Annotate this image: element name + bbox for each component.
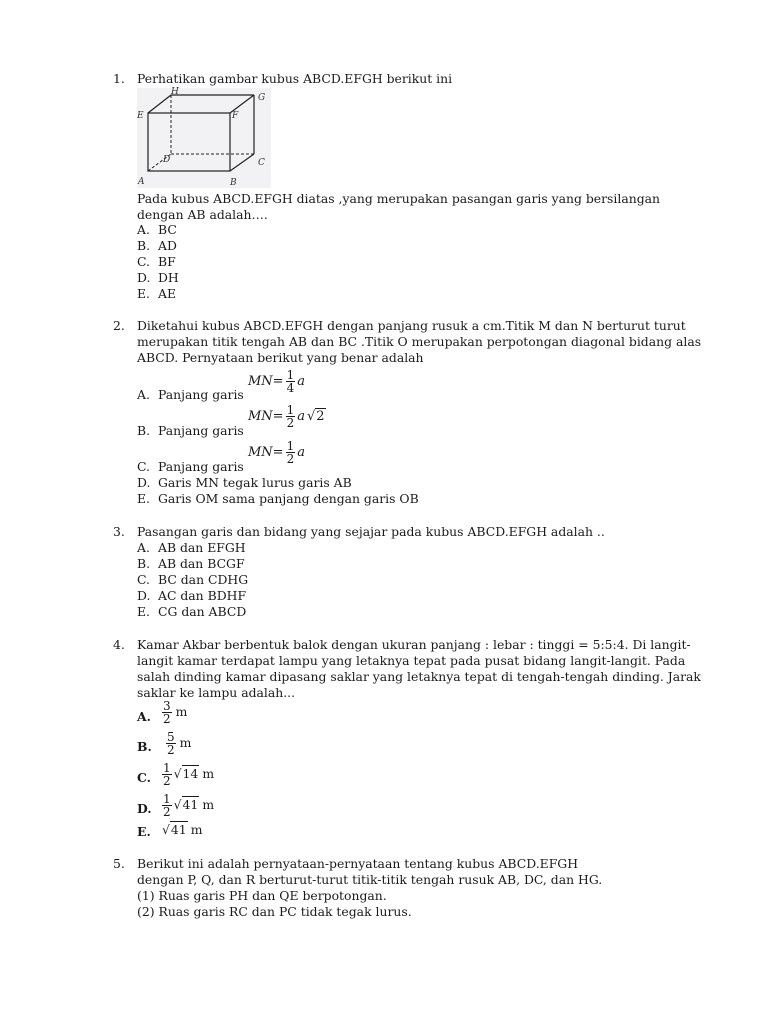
q3-option-d-text: AC dan BDHF	[158, 588, 247, 603]
fraction-numerator: 1	[163, 761, 171, 775]
radicand: 41	[170, 822, 187, 837]
formula-lhs: MN=	[248, 445, 284, 460]
label-A: A	[138, 177, 145, 187]
q2-option-e-text: Garis OM sama panjang dengan garis OB	[158, 491, 419, 506]
q4-option-b-value	[164, 731, 191, 756]
radicand: 41	[182, 797, 199, 813]
fraction-denominator: 2	[286, 416, 295, 430]
q3-option-e-text: CG dan ABCD	[158, 604, 247, 619]
q3-option-c-text: BC dan CDHG	[158, 572, 249, 587]
q4-option-c-letter: C.	[137, 770, 151, 785]
q1-option-b-letter: B.	[137, 238, 151, 253]
fraction	[286, 369, 296, 394]
fraction-denominator: 2	[163, 805, 171, 819]
fraction-denominator: 2	[286, 452, 295, 466]
q3-number: 3.	[113, 524, 125, 539]
cube-figure	[133, 86, 275, 190]
q4-option-e-letter: E.	[137, 824, 151, 839]
square-root: √14	[173, 766, 199, 782]
q5-number: 5.	[113, 856, 125, 871]
label-H: H	[171, 87, 179, 97]
fraction	[166, 731, 176, 756]
q3-option-a-letter: A.	[137, 540, 150, 555]
q1-body-line2: dengan AB adalah….	[137, 207, 268, 222]
q4-line1: Kamar Akbar berbentuk balok dengan ukuran panjang : lebar : tinggi = 5:5:4. Di langit-	[137, 637, 691, 652]
unit: m	[179, 735, 192, 751]
fraction-denominator: 2	[167, 743, 175, 757]
q4-option-a-value	[160, 700, 187, 725]
square-root: √2	[307, 409, 325, 424]
q2-line3: ABCD. Pernyataan berikut yang benar adalah	[137, 350, 424, 365]
q2-option-d-text: Garis MN tegak lurus garis AB	[158, 475, 352, 490]
q1-option-c-text: BF	[158, 254, 176, 269]
formula-variable: a	[297, 374, 305, 389]
q2-number: 2.	[113, 318, 125, 333]
fraction-numerator: 1	[286, 403, 295, 417]
label-B: B	[230, 178, 237, 188]
fraction-denominator: 2	[163, 774, 171, 788]
fraction-numerator: 1	[163, 792, 171, 806]
unit: m	[175, 704, 188, 720]
q1-number: 1.	[113, 71, 125, 86]
q1-option-b-text: AD	[158, 238, 177, 253]
fraction-numerator: 5	[167, 730, 175, 744]
q1-option-a-letter: A.	[137, 222, 150, 237]
q2-line1: Diketahui kubus ABCD.EFGH dengan panjang rusuk a cm.Titik M dan N berturut turut	[137, 318, 686, 333]
formula-variable: a	[297, 445, 305, 460]
q1-option-a-text: BC	[158, 222, 177, 237]
fraction-denominator: 4	[286, 381, 295, 395]
fraction-denominator: 2	[163, 712, 171, 726]
q3-option-d-letter: D.	[137, 588, 151, 603]
q2-option-d-letter: D.	[137, 475, 151, 490]
q2-option-c-formula	[248, 440, 305, 465]
q4-option-d-letter: D.	[137, 801, 152, 816]
q4-line2: langit kamar terdapat lampu yang letaknya tepat pada pusat bidang langit-langit. Pada	[137, 653, 686, 668]
unit: m	[202, 797, 215, 813]
q3-option-c-letter: C.	[137, 572, 150, 587]
fraction-numerator: 1	[286, 368, 295, 382]
q3-prompt: Pasangan garis dan bidang yang sejajar pada kubus ABCD.EFGH adalah ..	[137, 524, 605, 539]
formula-lhs: MN=	[248, 374, 284, 389]
q1-option-c-letter: C.	[137, 254, 150, 269]
fraction	[286, 404, 296, 429]
q1-prompt: Perhatikan gambar kubus ABCD.EFGH berikut ini	[137, 71, 453, 86]
q2-option-b-formula	[248, 404, 326, 429]
label-C: C	[258, 158, 265, 168]
q4-line4: saklar ke lampu adalah...	[137, 685, 296, 700]
q4-line3: salah dinding kamar dipasang saklar yang letaknya tepat di tengah-tengah dinding. Jarak	[137, 669, 701, 684]
radicand: 14	[182, 766, 199, 782]
q2-option-e-letter: E.	[137, 491, 150, 506]
q3-option-e-letter: E.	[137, 604, 150, 619]
q2-option-a-formula	[248, 369, 305, 394]
q2-option-c-letter: C.	[137, 459, 150, 474]
q1-option-d-letter: D.	[137, 270, 151, 285]
square-root: √41	[162, 822, 187, 837]
square-root: √41	[173, 797, 199, 813]
formula-lhs: MN=	[248, 409, 284, 424]
q1-option-d-text: DH	[158, 270, 179, 285]
fraction-numerator: 1	[286, 439, 295, 453]
q4-option-e-value	[162, 824, 202, 836]
unit: m	[190, 822, 203, 837]
q2-option-c-text: Panjang garis	[158, 459, 244, 474]
q4-number: 4.	[113, 637, 125, 652]
q2-option-b-text: Panjang garis	[158, 423, 244, 438]
q2-option-a-text: Panjang garis	[158, 387, 244, 402]
q5-line4: (2) Ruas garis RC dan PC tidak tegak lurus.	[137, 904, 412, 919]
label-F: F	[232, 111, 239, 121]
q2-option-b-letter: B.	[137, 423, 151, 438]
label-E: E	[137, 111, 144, 121]
q5-line2: dengan P, Q, dan R berturut-turut titik-titik tengah rusuk AB, DC, dan HG.	[137, 872, 603, 887]
q1-option-e-text: AE	[158, 286, 176, 301]
q4-option-b-letter: B.	[137, 739, 152, 754]
q3-option-b-text: AB dan BCGF	[158, 556, 245, 571]
fraction	[286, 440, 296, 465]
q3-option-b-letter: B.	[137, 556, 151, 571]
q4-option-a-letter: A.	[137, 709, 151, 724]
figure-background	[137, 88, 271, 188]
q5-line3: (1) Ruas garis PH dan QE berpotongan.	[137, 888, 387, 903]
formula-variable: a	[297, 409, 305, 424]
fraction	[162, 762, 172, 787]
fraction	[162, 700, 172, 725]
radicand: 2	[316, 409, 325, 424]
fraction-numerator: 3	[163, 699, 171, 713]
fraction	[162, 793, 172, 818]
q2-line2: merupakan titik tengah AB dan BC .Titik O merupakan perpotongan diagonal bidang alas	[137, 334, 702, 349]
q4-option-c-value	[160, 762, 214, 787]
label-G: G	[258, 93, 266, 103]
q4-option-d-value	[160, 793, 214, 818]
q2-option-a-letter: A.	[137, 387, 150, 402]
unit: m	[202, 766, 215, 782]
q3-option-a-text: AB dan EFGH	[158, 540, 246, 555]
label-D: D	[163, 155, 171, 165]
q5-line1: Berikut ini adalah pernyataan-pernyataan tentang kubus ABCD.EFGH	[137, 856, 578, 871]
q1-option-e-letter: E.	[137, 286, 150, 301]
q1-body-line1: Pada kubus ABCD.EFGH diatas ,yang merupakan pasangan garis yang bersilangan	[137, 191, 661, 206]
